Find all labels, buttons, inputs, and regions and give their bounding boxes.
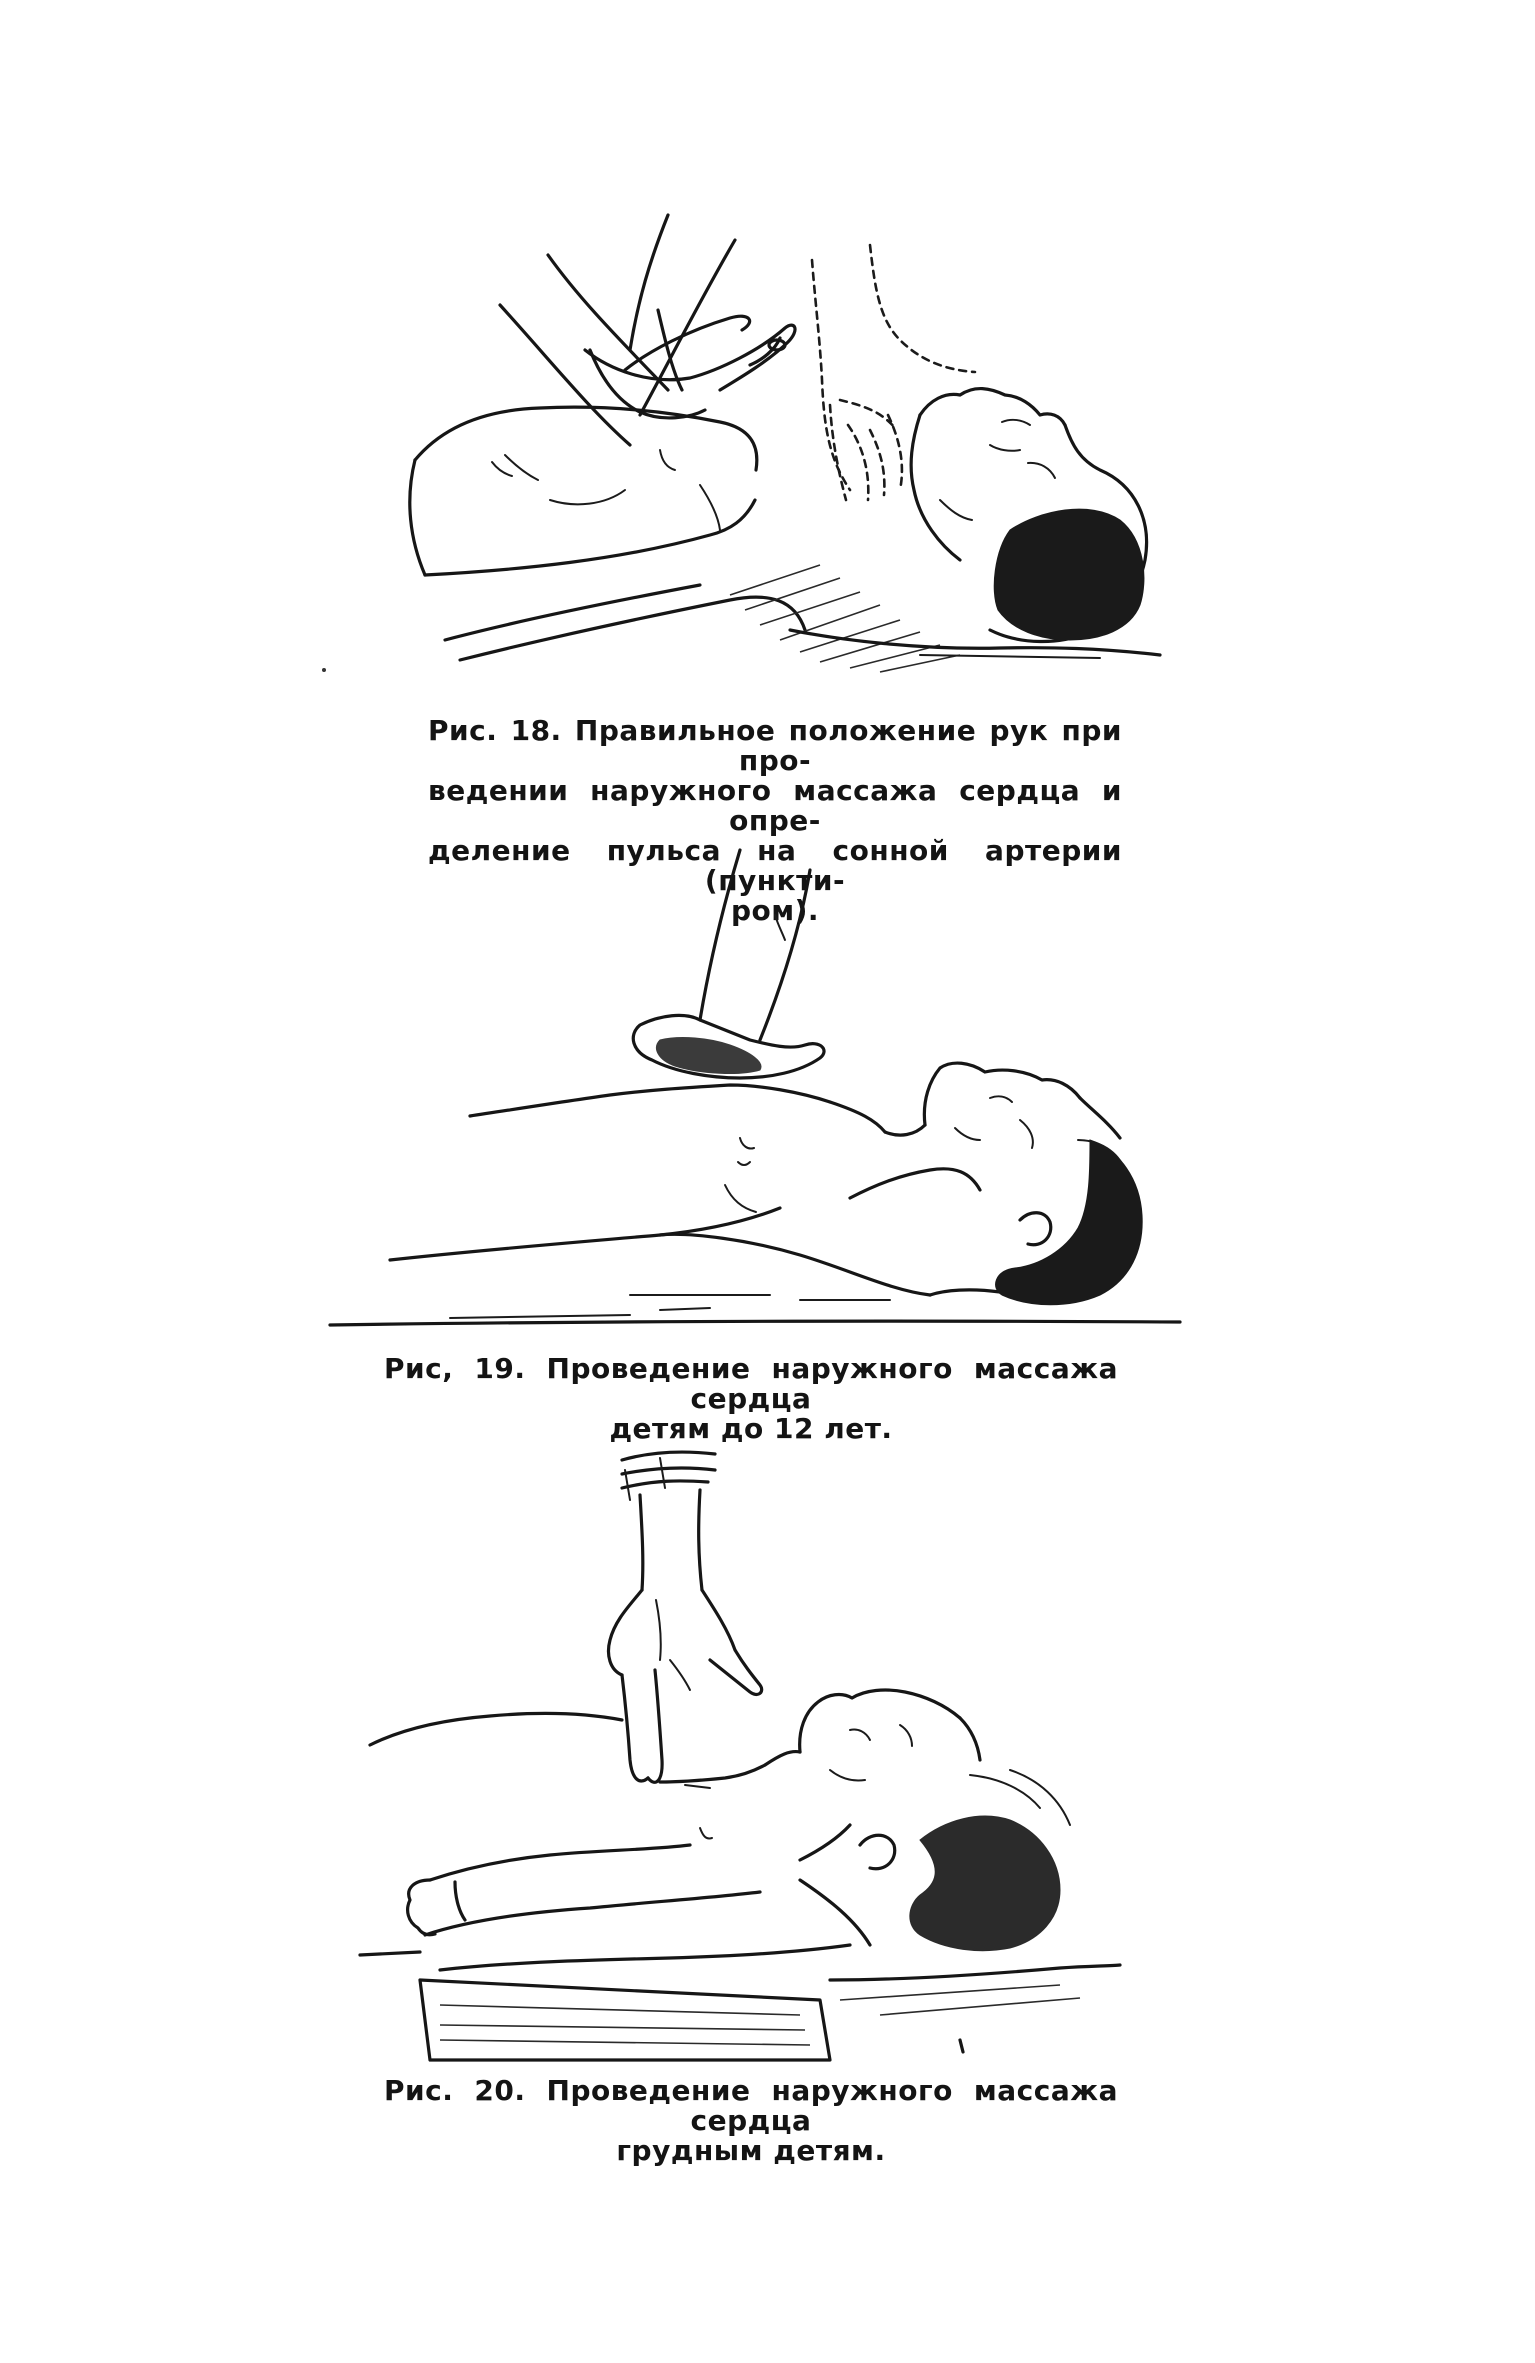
- figure-20-illustration: [360, 1440, 1120, 2060]
- figure-18-illustration: [400, 200, 1160, 700]
- figure-20-caption: [384, 2076, 1118, 2166]
- figure-20-caption-line-2: грудным детям.: [616, 2134, 886, 2167]
- figure-20-drawing: [360, 1440, 1120, 2060]
- figure-19-drawing: [330, 840, 1180, 1330]
- figure-18-caption-line-3: деление пульса на сонной артерии (пункти-: [428, 834, 1122, 897]
- figure-18-drawing: [400, 200, 1160, 700]
- print-speck: [322, 668, 326, 672]
- figure-18-caption-line-1: Рис. 18. Правильное положение рук при про-: [428, 714, 1122, 777]
- figure-19-caption: [384, 1354, 1118, 1444]
- figure-18-caption-line-4: ром).: [730, 894, 820, 927]
- figure-19-caption-line-1: Рис, 19. Проведение наружного массажа сердца: [384, 1352, 1118, 1415]
- figure-19-caption-line-2: детям до 12 лет.: [609, 1412, 893, 1445]
- figure-18-caption-line-2: ведении наружного массажа сердца и опре-: [428, 774, 1122, 837]
- figure-19-illustration: [330, 840, 1180, 1330]
- figure-20-caption-line-1: Рис. 20. Проведение наружного массажа сердца: [384, 2074, 1118, 2137]
